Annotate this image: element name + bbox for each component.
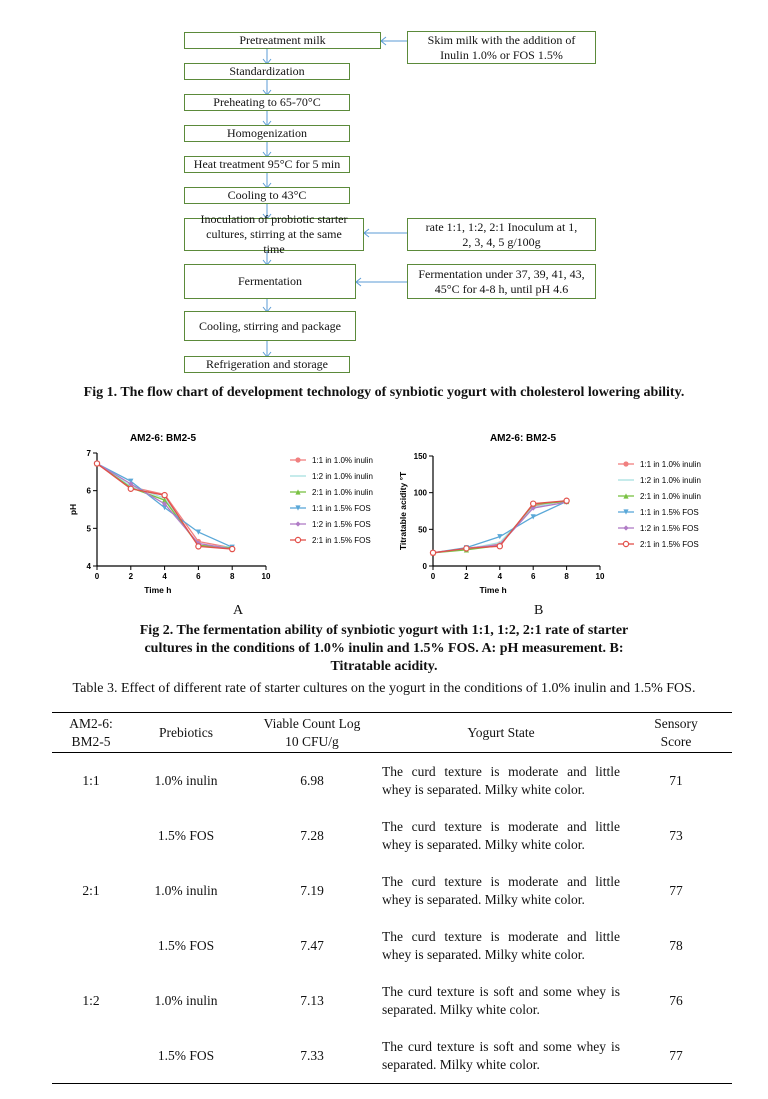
cell-prebiotic: 1.0% inulin [154, 772, 218, 788]
flow-step-preheating: Preheating to 65-70°C [184, 94, 350, 111]
fig1-caption: Fig 1. The flow chart of development technology of synbiotic yogurt with cholesterol lowering ability. [83, 385, 685, 400]
data-point [196, 530, 201, 535]
x-tick-label: 6 [196, 572, 201, 581]
cell-prebiotic: 1.5% FOS [130, 1028, 242, 1084]
table-row [52, 753, 732, 809]
data-point [430, 550, 435, 555]
flow-step-refrigeration: Refrigeration and storage [184, 356, 350, 373]
y-axis-label: pH [68, 503, 78, 516]
cell-rate: 2:1 [82, 882, 100, 898]
data-point [531, 501, 536, 506]
cell-score: 78 [669, 937, 683, 953]
cell-count: 6.98 [300, 772, 324, 788]
flow-step-cooling: Cooling to 43°C [184, 187, 350, 204]
cell-state: The curd texture is soft and some whey is separated. Milky white color. [382, 984, 620, 1017]
legend-label: 2:1 in 1.5% FOS [640, 540, 699, 549]
cell-state: The curd texture is moderate and little whey is separated. Milky white color. [382, 874, 620, 907]
y-tick-label: 7 [86, 449, 91, 458]
y-tick-label: 150 [413, 452, 427, 461]
data-point [464, 546, 469, 551]
cell-count: 7.13 [300, 992, 324, 1008]
legend-label: 2:1 in 1.5% FOS [312, 536, 371, 545]
panel-label-b: B [534, 603, 544, 618]
cell-score: 73 [669, 827, 683, 843]
cell-rate: 1:2 [82, 992, 100, 1008]
col-header-viable-count: Viable Count Log 10 CFU/g [242, 713, 382, 753]
table-row [52, 808, 732, 863]
legend-label: 1:2 in 1.0% inulin [312, 472, 373, 481]
x-tick-label: 10 [595, 572, 605, 581]
x-tick-label: 0 [94, 572, 100, 581]
cell-score: 77 [620, 1028, 732, 1084]
legend-label: 1:2 in 1.5% FOS [640, 524, 699, 533]
data-point [162, 493, 167, 498]
col-header-sensory-score: Sensory Score [620, 713, 732, 753]
flow-step-cooling-package: Cooling, stirring and package [184, 311, 356, 341]
cell-score: 76 [669, 992, 683, 1008]
cell-score: 77 [669, 882, 683, 898]
cell-count: 7.28 [300, 827, 324, 843]
cell-state: The curd texture is soft and some whey is separated. Milky white color. [382, 1028, 620, 1084]
col-header-prebiotics: Prebiotics [130, 713, 242, 753]
chart-title: AM2-6: BM2-5 [129, 433, 197, 444]
y-tick-label: 4 [86, 562, 91, 571]
legend-marker [295, 521, 300, 526]
flow-step-pretreatment: Pretreatment milk [184, 32, 381, 49]
flow-step-inoculation: Inoculation of probiotic starter cultures, stirring at the same time [184, 218, 364, 251]
table-3 [52, 712, 732, 1084]
y-tick-label: 100 [413, 488, 427, 498]
chart-ph [0, 420, 384, 600]
y-tick-label: 6 [86, 486, 91, 496]
legend-label: 1:1 in 1.5% FOS [640, 508, 699, 517]
cell-state: The curd texture is moderate and little whey is separated. Milky white color. [382, 929, 620, 962]
flow-chart-connectors [0, 0, 768, 380]
cell-state: The curd texture is moderate and little whey is separated. Milky white color. [382, 764, 620, 797]
cell-prebiotic: 1.5% FOS [157, 827, 215, 843]
x-tick-label: 6 [530, 572, 536, 581]
legend-marker [295, 537, 300, 542]
table-row [52, 863, 732, 918]
x-axis-label: Time h [479, 585, 507, 595]
data-point [128, 486, 133, 491]
cell-score: 71 [669, 772, 683, 788]
y-tick-label: 5 [86, 524, 91, 534]
data-point [230, 546, 235, 551]
table-row [52, 918, 732, 973]
data-point [564, 498, 569, 503]
x-axis-label: Time h [144, 585, 172, 595]
flow-step-standardization: Standardization [184, 63, 350, 80]
cell-prebiotic: 1.0% inulin [154, 992, 218, 1008]
legend-marker [623, 541, 628, 546]
legend-label: 2:1 in 1.0% inulin [312, 488, 373, 497]
legend-label: 1:1 in 1.0% inulin [312, 456, 373, 465]
y-tick-label: 50 [418, 525, 427, 535]
chart-title: AM2-6: BM2-5 [489, 433, 557, 444]
cell-rate [52, 918, 130, 973]
col-header-rate: AM2-6: BM2-5 [52, 713, 130, 753]
cell-rate [52, 1028, 130, 1084]
x-tick-label: 8 [229, 572, 235, 581]
table3-caption: Table 3. Effect of different rate of starter cultures on the yogurt in the conditions of 1.0% inulin and 1.5% FOS. [72, 681, 696, 696]
y-axis-label: Titratable acidity °T [398, 471, 408, 551]
flow-note-rate-inoculum: rate 1:1, 1:2, 2:1 Inoculum at 1, 2, 3, 4, 5 g/100g [407, 218, 596, 251]
cell-rate [52, 808, 130, 863]
cell-prebiotic: 1.0% inulin [154, 882, 218, 898]
fig2-caption: Fig 2. The fermentation ability of synbiotic yogurt with 1:1, 1:2, 2:1 rate of starter cultures in the conditions of 1.0% inulin and 1.5% FOS. A: pH measurement. B: Titratable acidity. [139, 623, 629, 674]
x-tick-label: 2 [128, 572, 134, 581]
flow-step-heat-treatment: Heat treatment 95°C for 5 min [184, 156, 350, 173]
x-tick-label: 4 [497, 572, 503, 581]
cell-count: 7.33 [242, 1028, 382, 1084]
data-point [497, 544, 502, 549]
legend-label: 1:2 in 1.0% inulin [640, 476, 701, 485]
chart-titratable-acidity [384, 420, 768, 600]
legend-label: 1:2 in 1.5% FOS [312, 520, 371, 529]
legend-label: 1:1 in 1.5% FOS [312, 504, 371, 513]
data-point [94, 461, 99, 466]
cell-rate: 1:1 [82, 772, 100, 788]
cell-prebiotic: 1.5% FOS [157, 937, 215, 953]
x-tick-label: 4 [162, 572, 167, 581]
col-header-yogurt-state: Yogurt State [382, 713, 620, 753]
x-tick-label: 2 [464, 572, 469, 581]
flow-step-fermentation: Fermentation [184, 264, 356, 299]
cell-count: 7.19 [300, 882, 324, 898]
legend-marker [295, 457, 300, 462]
panel-label-a: A [233, 603, 244, 618]
flow-step-homogenization: Homogenization [184, 125, 350, 142]
cell-count: 7.47 [300, 937, 324, 953]
data-point [196, 544, 201, 549]
legend-marker [623, 461, 628, 466]
table-row [52, 973, 732, 1028]
cell-state: The curd texture is moderate and little whey is separated. Milky white color. [382, 819, 620, 852]
flow-note-skim-milk: Skim milk with the addition of Inulin 1.0% or FOS 1.5% [407, 31, 596, 64]
flow-note-fermentation: Fermentation under 37, 39, 41, 43, 45°C for 4-8 h, until pH 4.6 [407, 264, 596, 299]
y-tick-label: 0 [422, 562, 427, 571]
legend-label: 1:1 in 1.0% inulin [640, 460, 701, 469]
x-tick-label: 10 [261, 572, 271, 581]
table-row [52, 1028, 732, 1084]
legend-label: 2:1 in 1.0% inulin [640, 492, 701, 501]
legend-marker [623, 525, 628, 530]
x-tick-label: 8 [564, 572, 569, 581]
x-tick-label: 0 [430, 572, 436, 581]
